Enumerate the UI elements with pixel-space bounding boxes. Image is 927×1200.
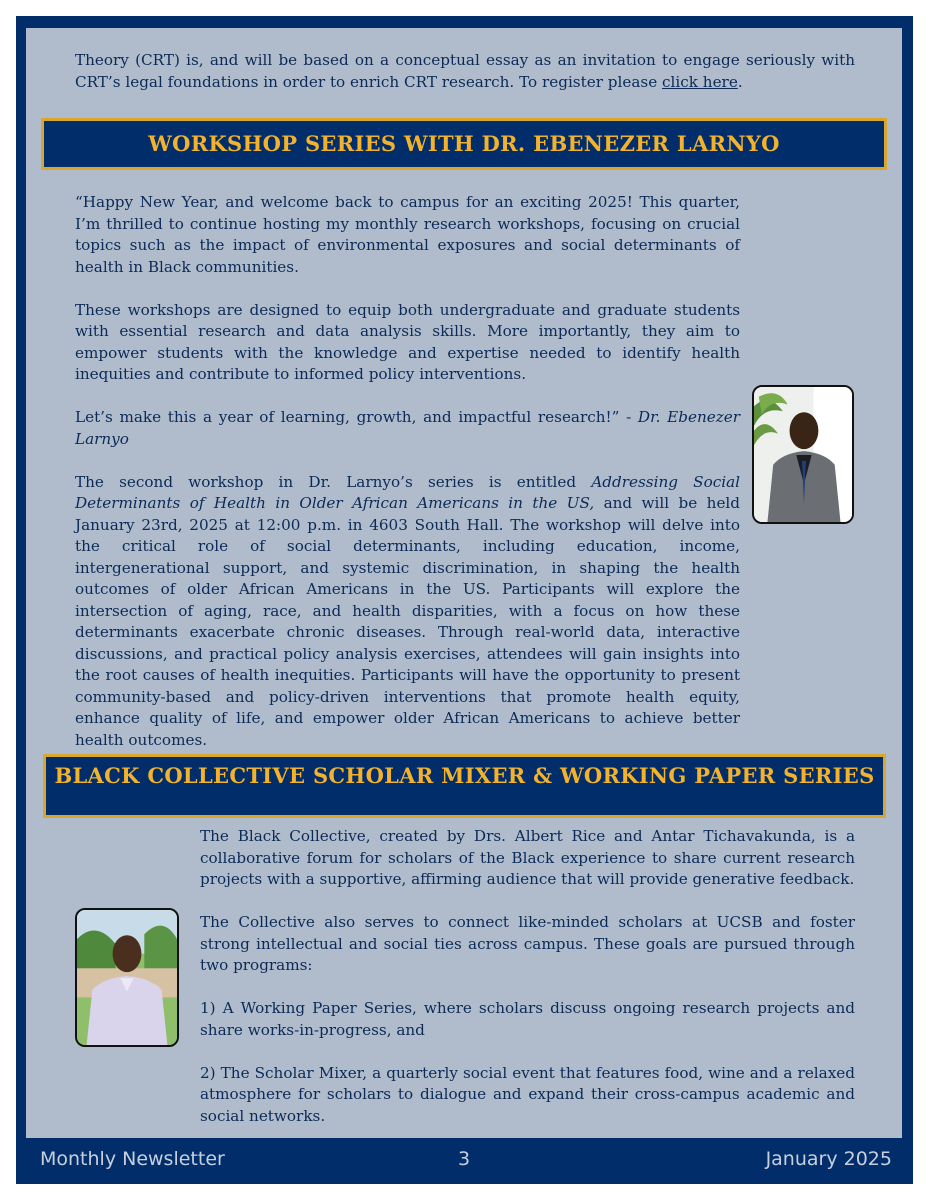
footer-page-number: 3 [458, 1148, 471, 1170]
collective-section [200, 826, 855, 1149]
collective-paragraph-2: The Collective also serves to connect like-minded scholars at UCSB and foster strong intellectual and social ties across campus. These goals are pursued through two programs: [200, 913, 855, 974]
register-link[interactable]: click here [662, 72, 738, 91]
intro-text: Theory (CRT) is, and will be based on a conceptual essay as an invitation to engage seriously with CRT’s legal foundations in order to enrich CRT research. To register please [75, 51, 855, 91]
intro-end: . [737, 72, 743, 91]
larnyo-photo [752, 385, 854, 524]
quote-text: Let’s make this a year of learning, growth, and impactful research!” - [75, 408, 638, 426]
workshop-section [75, 192, 740, 773]
workshop-paragraph-details [75, 472, 740, 752]
quote-author: Dr. Ebenezer Larnyo [75, 408, 740, 448]
collective-program-2: 2) The Scholar Mixer, a quarterly social event that features food, wine and a relaxed atmosphere for scholars to dialogue and expand their cross-campus academic and social networks. [200, 1063, 855, 1125]
collective-banner: BLACK COLLECTIVE SCHOLAR MIXER & WORKING PAPER SERIES [43, 754, 886, 818]
collective-program-1: 1) A Working Paper Series, where scholars discuss ongoing research projects and share works-in-progress, and [200, 999, 855, 1039]
collective-paragraph-1: The Black Collective, created by Drs. Albert Rice and Antar Tichavakunda, is a collaborative forum for scholars of the Black experience to share current research projects with a supportive, affirming audience that will provide generative feedback. [200, 827, 855, 888]
workshop-quote-signoff [75, 407, 740, 450]
page-footer [40, 1148, 892, 1178]
workshop-banner: WORKSHOP SERIES WITH DR. EBENEZER LARNYO [41, 118, 887, 170]
details-post: and will be held January 23rd, 2025 at 12:00 p.m. in 4603 South Hall. The workshop will delve into the critical role of social determinants, including education, income, intergenerational support, and systemic discrimination, in shaping the health outcomes of older African Americans in the US. Participants will explore the intersection of aging, race, and health disparities, with a focus on how these determinants exacerbate chronic diseases. Through real-world data, interactive discussions, and practical policy analysis exercises, attendees will gain insights into the root causes of health inequities. Participants will have the opportunity to present community-based and policy-driven interventions that promote health equity, enhance quality of life, and empower older African Americans to achieve better health outcomes. [75, 494, 741, 749]
footer-date: January 2025 [765, 1148, 892, 1170]
details-pre: The second workshop in Dr. Larnyo’s series is entitled [75, 472, 592, 491]
scholar-photo [75, 908, 179, 1047]
workshop-title: Addressing Social Determinants of Health in Older African Americans in the US, [75, 472, 740, 512]
intro-paragraph [75, 50, 855, 93]
footer-newsletter-label: Monthly Newsletter [40, 1148, 225, 1170]
workshop-paragraph-2: These workshops are designed to equip both undergraduate and graduate students with essential research and data analysis skills. More importantly, they aim to empower students with the knowledge and expertise needed to identify health inequities and contribute to informed policy interventions. [75, 300, 740, 383]
workshop-paragraph-1: “Happy New Year, and welcome back to campus for an exciting 2025! This quarter, I’m thrilled to continue hosting my monthly research workshops, focusing on crucial topics such as the impact of environmental exposures and social determinants of health in Black communities. [75, 193, 740, 276]
